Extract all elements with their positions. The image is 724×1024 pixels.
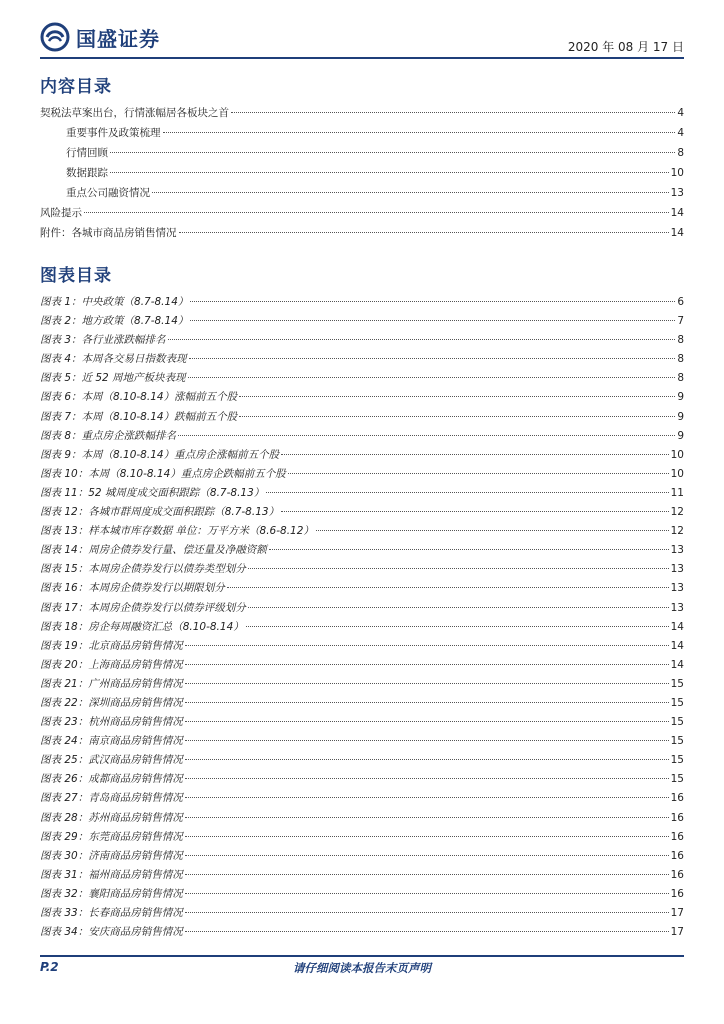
figure-entry-page: 8 xyxy=(677,334,684,347)
toc-entry-page: 4 xyxy=(677,127,684,139)
figure-entry[interactable] xyxy=(40,675,684,694)
figure-entry-label: 图表 9：本周（8.10-8.14）重点房企涨幅前五个股 xyxy=(40,448,280,461)
table-of-contents xyxy=(40,103,684,243)
figure-entry[interactable] xyxy=(40,809,684,828)
figure-entry-leader xyxy=(185,702,669,703)
figure-entry[interactable] xyxy=(40,732,684,751)
figure-entry-page: 14 xyxy=(670,658,684,671)
toc-entry[interactable] xyxy=(40,163,684,183)
figure-entry-page: 16 xyxy=(670,830,684,843)
toc-entry-leader xyxy=(110,172,669,173)
figure-entry-leader xyxy=(190,301,675,302)
list-of-figures xyxy=(40,293,684,942)
toc-entry-leader xyxy=(152,192,669,193)
figure-entry-page: 11 xyxy=(670,486,684,499)
figure-entry-page: 16 xyxy=(670,849,684,862)
figure-entry-label: 图表 18：房企每周融资汇总（8.10-8.14） xyxy=(40,620,244,633)
figure-entry[interactable] xyxy=(40,751,684,770)
figure-entry-label: 图表 22：深圳商品房销售情况 xyxy=(40,696,183,709)
figure-entry-page: 13 xyxy=(670,563,684,576)
figure-entry-page: 10 xyxy=(670,467,684,480)
figure-entry-page: 6 xyxy=(677,296,684,308)
figure-entry-page: 15 xyxy=(670,754,684,767)
figure-entry-page: 17 xyxy=(670,926,684,939)
figure-entry-label: 图表 19：北京商品房销售情况 xyxy=(40,639,183,652)
figure-entry-leader xyxy=(189,358,676,359)
toc-entry-leader xyxy=(231,112,675,113)
figure-entry[interactable] xyxy=(40,656,684,675)
figure-entry-leader xyxy=(281,511,669,512)
figure-entry[interactable] xyxy=(40,560,684,579)
figure-entry-leader xyxy=(185,836,669,837)
figure-entry-page: 15 xyxy=(670,773,684,786)
toc-entry-label: 重要事件及政策梳理 xyxy=(66,127,161,139)
figure-entry-label: 图表 32：襄阳商品房销售情况 xyxy=(40,887,183,900)
figure-entry-label: 图表 15：本周房企债券发行以债券类型划分 xyxy=(40,563,246,576)
toc-entry-label: 重点公司融资情况 xyxy=(66,187,150,199)
figure-entry[interactable] xyxy=(40,885,684,904)
figure-entry-leader xyxy=(227,587,669,588)
figure-entry-label: 图表 14：周房企债券发行量、偿还量及净融资额 xyxy=(40,544,267,557)
toc-entry-page: 10 xyxy=(670,167,684,179)
figure-entry-label: 图表 2：地方政策（8.7-8.14） xyxy=(40,315,189,328)
figure-entry-label: 图表 4：本周各交易日指数表现 xyxy=(40,353,187,366)
brand-name: 国盛证券 xyxy=(76,26,160,51)
figure-entry[interactable] xyxy=(40,427,684,446)
toc-entry-label: 数据跟踪 xyxy=(66,167,108,179)
figure-entry-leader xyxy=(185,683,669,684)
figure-entry[interactable] xyxy=(40,484,684,503)
toc-entry[interactable] xyxy=(40,183,684,203)
figure-entry-label: 图表 33：长春商品房销售情况 xyxy=(40,907,183,919)
toc-entry-label: 附件：各城市商品房销售情况 xyxy=(40,227,177,239)
figure-entry[interactable] xyxy=(40,847,684,866)
figure-entry-leader xyxy=(185,893,669,894)
figure-entry[interactable] xyxy=(40,369,684,388)
figure-entry[interactable] xyxy=(40,618,684,637)
figure-entry-leader xyxy=(269,549,669,550)
figure-entry-leader xyxy=(239,416,675,417)
figure-entry-page: 15 xyxy=(670,677,684,690)
figure-entry[interactable] xyxy=(40,388,684,407)
figure-entry[interactable] xyxy=(40,312,684,331)
figure-entry-page: 16 xyxy=(670,887,684,900)
report-date: 2020 年 08 月 17 日 xyxy=(567,40,684,54)
figure-entry-leader xyxy=(239,396,675,397)
toc-entry-leader xyxy=(163,132,676,133)
figure-entry-label: 图表 1：中央政策（8.7-8.14） xyxy=(40,296,189,308)
disclaimer-note: 请仔细阅读本报告末页声明 xyxy=(293,961,431,975)
brand-logo xyxy=(40,22,160,52)
figure-entry-leader xyxy=(281,454,669,455)
figure-entry-page: 9 xyxy=(677,391,684,404)
figure-entry-leader xyxy=(185,855,669,856)
figure-entry-label: 图表 8：重点房企涨跌幅排名 xyxy=(40,429,177,442)
figure-entry[interactable] xyxy=(40,694,684,713)
figure-entry-label: 图表 21：广州商品房销售情况 xyxy=(40,677,183,690)
toc-entry-leader xyxy=(110,152,675,153)
figure-entry[interactable] xyxy=(40,522,684,541)
figure-entry-label: 图表 13：样本城市库存数据 单位：万平方米（8.6-8.12） xyxy=(40,525,314,538)
figure-entry-label: 图表 6：本周（8.10-8.14）涨幅前五个股 xyxy=(40,391,238,404)
figure-entry-page: 15 xyxy=(670,696,684,709)
figure-entry-label: 图表 20：上海商品房销售情况 xyxy=(40,658,183,671)
figure-entry-page: 9 xyxy=(677,410,684,423)
figure-entry-page: 16 xyxy=(670,811,684,824)
figure-entry[interactable] xyxy=(40,408,684,427)
figure-entry-label: 图表 27：青岛商品房销售情况 xyxy=(40,792,183,805)
figure-entry-label: 图表 34：安庆商品房销售情况 xyxy=(40,926,183,939)
header-divider xyxy=(40,57,684,59)
figure-entry-page: 13 xyxy=(670,544,684,557)
figure-entry-leader xyxy=(266,492,668,493)
figure-entry-leader xyxy=(185,721,669,722)
figure-entry[interactable] xyxy=(40,350,684,369)
toc-entry-leader xyxy=(179,232,669,233)
figure-entry-page: 17 xyxy=(670,907,684,919)
toc-entry-page: 13 xyxy=(670,187,684,199)
toc-entry-page: 4 xyxy=(677,107,684,119)
figure-entry[interactable] xyxy=(40,866,684,885)
page-number: P.2 xyxy=(40,960,59,974)
toc-entry-label: 风险提示 xyxy=(40,207,82,219)
toc-entry[interactable] xyxy=(40,103,684,123)
figure-entry-leader xyxy=(185,874,669,875)
figure-entry-label: 图表 31：福州商品房销售情况 xyxy=(40,868,183,881)
figure-entry-leader xyxy=(185,817,669,818)
figure-entry[interactable] xyxy=(40,923,684,942)
figure-entry-page: 16 xyxy=(670,792,684,805)
figure-entry[interactable] xyxy=(40,599,684,618)
figure-entry-label: 图表 3：各行业涨跌幅排名 xyxy=(40,334,166,347)
figure-entry-page: 14 xyxy=(670,620,684,633)
toc-entry[interactable] xyxy=(40,203,684,223)
figure-entry[interactable] xyxy=(40,465,684,484)
figure-entry[interactable] xyxy=(40,579,684,598)
figure-entry[interactable] xyxy=(40,713,684,732)
figure-entry-leader xyxy=(185,912,669,913)
figure-entry-page: 12 xyxy=(670,525,684,538)
figure-entry-label: 图表 12：各城市群周度成交面积跟踪（8.7-8.13） xyxy=(40,506,280,519)
figure-entry[interactable] xyxy=(40,828,684,847)
toc-entry-label: 契税法草案出台，行情涨幅居各板块之首 xyxy=(40,107,229,119)
figure-entry-page: 14 xyxy=(670,639,684,652)
toc-entry-page: 14 xyxy=(670,207,684,219)
toc-entry-page: 8 xyxy=(677,147,684,159)
figure-entry-label: 图表 23：杭州商品房销售情况 xyxy=(40,716,183,729)
toc-entry[interactable] xyxy=(40,143,684,163)
toc-entry-page: 14 xyxy=(670,227,684,239)
figure-entry-page: 12 xyxy=(670,506,684,519)
figure-entry-label: 图表 11：52 城周度成交面积跟踪（8.7-8.13） xyxy=(40,486,265,499)
figure-entry-page: 10 xyxy=(670,448,684,461)
figure-list-title: 图表目录 xyxy=(40,266,112,286)
figure-entry-page: 8 xyxy=(677,353,684,366)
toc-title: 内容目录 xyxy=(40,77,112,97)
figure-entry[interactable] xyxy=(40,770,684,789)
figure-entry[interactable] xyxy=(40,293,684,312)
figure-entry-leader xyxy=(288,473,669,474)
toc-entry-label: 行情回顾 xyxy=(66,147,108,159)
figure-entry-page: 16 xyxy=(670,868,684,881)
footer-divider xyxy=(40,955,684,957)
figure-entry-label: 图表 26：成都商品房销售情况 xyxy=(40,773,183,786)
figure-entry-page: 7 xyxy=(677,315,684,328)
figure-entry-leader xyxy=(248,607,669,608)
figure-entry-label: 图表 5：近 52 周地产板块表现 xyxy=(40,372,186,385)
figure-entry[interactable] xyxy=(40,904,684,923)
figure-entry-leader xyxy=(185,645,669,646)
figure-entry[interactable] xyxy=(40,331,684,350)
figure-entry-label: 图表 29：东莞商品房销售情况 xyxy=(40,830,183,843)
figure-entry[interactable] xyxy=(40,503,684,522)
figure-entry-leader xyxy=(185,664,669,665)
figure-entry[interactable] xyxy=(40,446,684,465)
figure-entry-leader xyxy=(185,931,669,932)
figure-entry-page: 13 xyxy=(670,601,684,614)
figure-entry-leader xyxy=(190,320,675,321)
toc-entry-leader xyxy=(84,212,669,213)
figure-entry-leader xyxy=(168,339,676,340)
figure-entry-label: 图表 25：武汉商品房销售情况 xyxy=(40,754,183,767)
figure-entry-label: 图表 28：苏州商品房销售情况 xyxy=(40,811,183,824)
figure-entry-leader xyxy=(185,740,669,741)
figure-entry-label: 图表 30：济南商品房销售情况 xyxy=(40,849,183,862)
figure-entry-leader xyxy=(316,530,669,531)
figure-entry-label: 图表 10：本周（8.10-8.14）重点房企跌幅前五个股 xyxy=(40,467,286,480)
figure-entry-leader xyxy=(185,759,669,760)
figure-entry[interactable] xyxy=(40,541,684,560)
figure-entry-label: 图表 24：南京商品房销售情况 xyxy=(40,735,183,748)
figure-entry-leader xyxy=(185,778,669,779)
figure-entry-leader xyxy=(178,435,675,436)
figure-entry-page: 9 xyxy=(677,429,684,442)
figure-entry-page: 13 xyxy=(670,582,684,595)
figure-entry-label: 图表 16：本周房企债券发行以期限划分 xyxy=(40,582,225,595)
toc-entry[interactable] xyxy=(40,123,684,143)
figure-entry-page: 15 xyxy=(670,716,684,729)
figure-entry-label: 图表 7：本周（8.10-8.14）跌幅前五个股 xyxy=(40,410,238,423)
figure-entry[interactable] xyxy=(40,637,684,656)
figure-entry-leader xyxy=(185,797,669,798)
brand-logo-icon xyxy=(40,22,70,52)
figure-entry-page: 15 xyxy=(670,735,684,748)
figure-entry-leader xyxy=(188,377,676,378)
figure-entry-page: 8 xyxy=(677,372,684,385)
page-header xyxy=(40,18,684,58)
figure-entry-label: 图表 17：本周房企债券发行以债券评级划分 xyxy=(40,601,246,614)
figure-entry[interactable] xyxy=(40,789,684,808)
figure-entry-leader xyxy=(246,626,669,627)
figure-entry-leader xyxy=(248,568,669,569)
toc-entry[interactable] xyxy=(40,223,684,243)
